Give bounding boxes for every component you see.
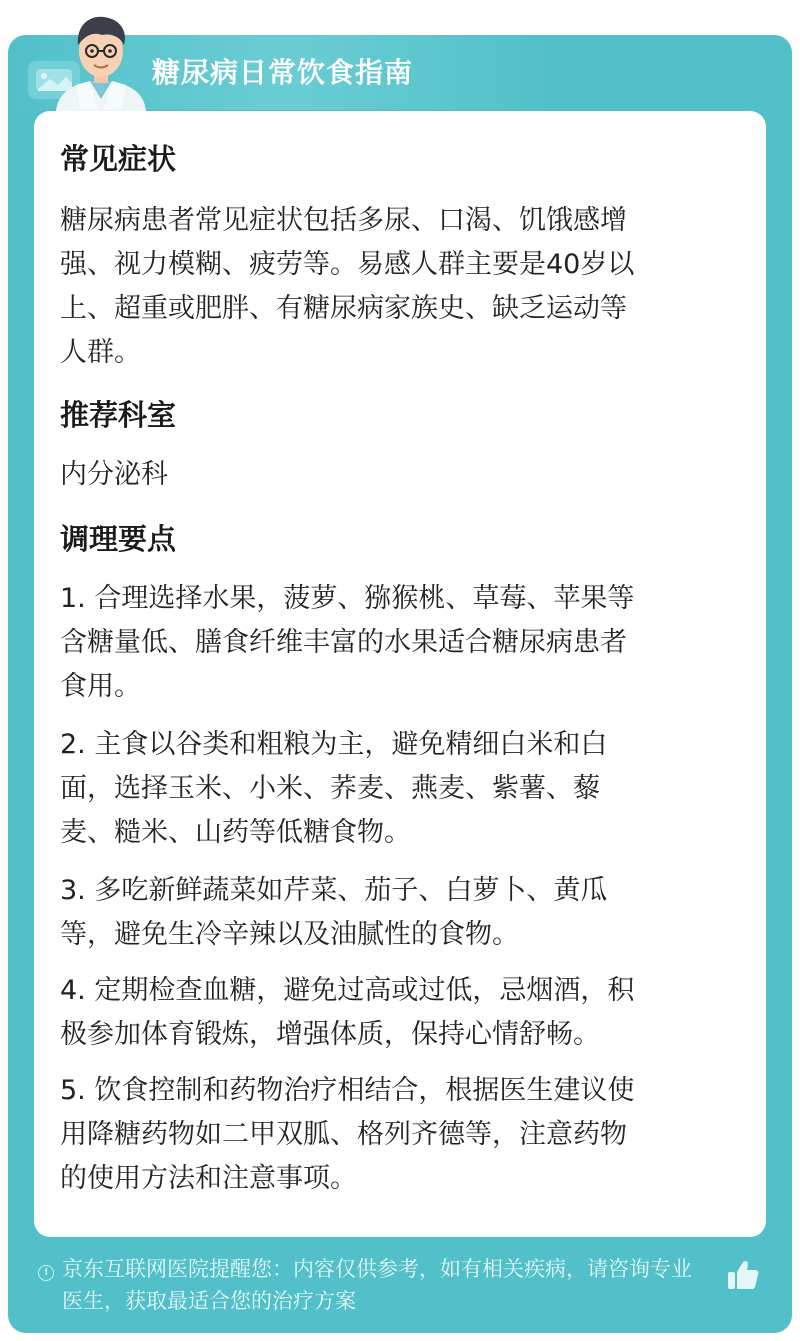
section-paragraph <box>60 723 730 855</box>
paragraph-line: 面，选择玉米、小米、荞麦、燕麦、紫薯、藜 <box>60 773 600 804</box>
section-paragraph <box>60 577 730 709</box>
paragraph-line: 等，避免生冷辛辣以及油腻性的食物。 <box>60 919 519 950</box>
thumbs-up-icon[interactable] <box>726 1258 760 1292</box>
paragraph-line: 的使用方法和注意事项。 <box>60 1163 357 1194</box>
paragraph-line: 5. 饮食控制和药物治疗相结合，根据医生建议使 <box>60 1075 635 1106</box>
footer-text-line2: 医生，获取最适合您的治疗方案 <box>62 1289 356 1313</box>
section-paragraph <box>60 869 730 957</box>
paragraph-line: 3. 多吃新鲜蔬菜如芹菜、茄子、白萝卜、黄瓜 <box>60 875 608 906</box>
paragraph-line: 人群。 <box>60 337 141 368</box>
page-title: 糖尿病日常饮食指南 <box>152 56 414 89</box>
section-title: 常见症状 <box>60 142 177 176</box>
section-paragraph <box>60 1069 730 1201</box>
paragraph-line: 1. 合理选择水果，菠萝、猕猴桃、草莓、苹果等 <box>60 583 635 614</box>
paragraph-line: 内分泌科 <box>60 459 168 490</box>
content-panel <box>34 111 766 1237</box>
paragraph-line: 糖尿病患者常见症状包括多尿、口渴、饥饿感增 <box>60 205 627 236</box>
section-title: 调理要点 <box>60 522 177 556</box>
footer-notice <box>38 1253 738 1323</box>
paragraph-line: 麦、糙米、山药等低糖食物。 <box>60 817 411 848</box>
doctor-avatar-icon <box>46 9 156 111</box>
section-title: 推荐科室 <box>60 398 177 432</box>
paragraph-line: 2. 主食以谷类和粗粮为主，避免精细白米和白 <box>60 729 608 760</box>
section-paragraph <box>60 453 730 497</box>
paragraph-line: 强、视力模糊、疲劳等。易感人群主要是40岁以 <box>60 249 635 280</box>
paragraph-line: 食用。 <box>60 671 141 702</box>
paragraph-line: 用降糖药物如二甲双胍、格列齐德等，注意药物 <box>60 1119 627 1150</box>
paragraph-line: 极参加体育锻炼，增强体质，保持心情舒畅。 <box>60 1019 600 1050</box>
guide-card <box>8 35 792 1333</box>
paragraph-line: 上、超重或肥胖、有糖尿病家族史、缺乏运动等 <box>60 293 627 324</box>
footer-text-line1: 京东互联网医院提醒您：内容仅供参考，如有相关疾病，请咨询专业 <box>62 1257 692 1281</box>
paragraph-line: 4. 定期检查血糖，避免过高或过低，忌烟酒，积 <box>60 975 635 1006</box>
paragraph-line: 含糖量低、膳食纤维丰富的水果适合糖尿病患者 <box>60 627 627 658</box>
section-paragraph <box>60 969 730 1057</box>
info-icon: ! <box>38 1265 54 1281</box>
section-paragraph <box>60 199 730 375</box>
